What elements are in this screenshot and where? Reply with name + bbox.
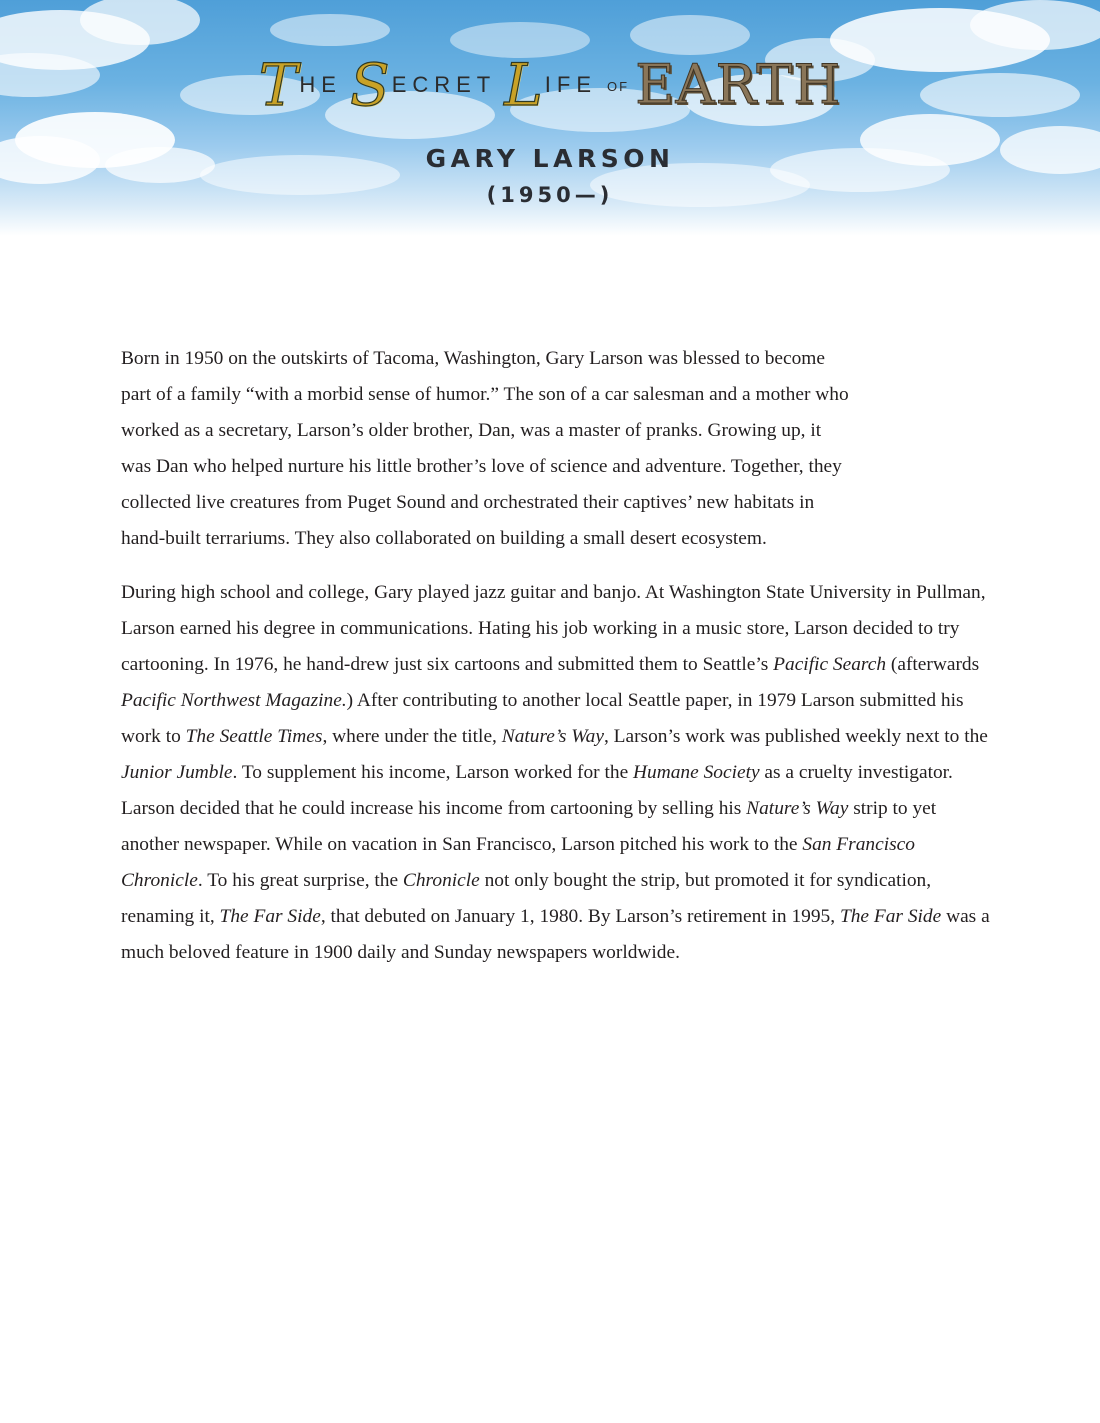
page-title: GARY LARSON <box>425 144 675 173</box>
logo-rest-he: HE <box>299 72 342 97</box>
text-run: (afterwards <box>886 654 980 675</box>
logo-cap-l: L <box>504 51 543 119</box>
publication-title: Pacific Northwest Magazine. <box>121 690 347 711</box>
biography-text <box>121 341 991 989</box>
strip-title: The Far Side <box>839 906 942 927</box>
text-run: as a cruelty investigator. Larson decided that he could increase his income from cartooning by selling his <box>121 762 953 819</box>
text-run: During high school and college, Gary played jazz guitar and banjo. At Washington State University in Pullman, Larson earned his degree in communications. Hating his job working in a music store, Larson decided to try cartooning. In 1976, he hand-drew just six cartoons and submitted them to Seattle’s <box>121 582 986 675</box>
text-run: , Larson’s work was published weekly next to the <box>603 726 988 747</box>
text-line: was Dan who helped nurture his little brother’s love of science and adventure. Together, they <box>121 456 842 477</box>
text-line: part of a family “with a morbid sense of humor.” The son of a car salesman and a mother who <box>121 384 849 405</box>
strip-title: Nature’s Way <box>501 726 604 747</box>
logo-word-earth: EARTH <box>635 53 842 116</box>
text-run: , where under the title, <box>322 726 502 747</box>
text-line: Born in 1950 on the outskirts of Tacoma, Washington, Gary Larson was blessed to become <box>121 348 825 369</box>
publication-title: San Francisco Chronicle <box>121 834 915 891</box>
text-line: collected live creatures from Puget Sound and orchestrated their captives’ new habitats in <box>121 492 815 513</box>
logo-rest-ecret: ECRET <box>391 72 497 97</box>
text-run: was a much beloved feature in 1900 daily and Sunday newspapers worldwide. <box>121 906 990 963</box>
text-run: not only bought the strip, but promoted it for syndication, renaming it, <box>121 870 932 927</box>
publication-title: Pacific Search <box>773 654 887 675</box>
publication-title: The Seattle Times <box>185 726 323 747</box>
strip-title: The Far Side <box>219 906 321 927</box>
logo-word-life <box>504 51 605 119</box>
text-run: . To his great surprise, the <box>197 870 403 891</box>
logo-cap-s: S <box>349 51 390 119</box>
text-run: strip to yet another newspaper. While on vacation in San Francisco, Larson pitched his work to the <box>121 798 937 855</box>
paragraph-career <box>121 575 991 971</box>
text-run: . To supplement his income, Larson worked for the <box>232 762 634 783</box>
logo-rest-ife: IFE <box>544 72 597 97</box>
organization-name: Humane Society <box>633 762 760 783</box>
text-line: hand-built terrariums. They also collaborated on building a small desert ecosystem. <box>121 528 767 549</box>
text-line: worked as a secretary, Larson’s older brother, Dan, was a master of pranks. Growing up, it <box>121 420 822 441</box>
secret-life-of-earth-logo <box>0 46 1100 119</box>
logo-word-secret <box>349 51 504 119</box>
sky-header-banner <box>0 0 1100 236</box>
logo-cap-t: T <box>258 51 298 119</box>
paragraph-early-life <box>121 341 991 557</box>
logo-word-the <box>258 51 350 119</box>
text-run: , that debuted on January 1, 1980. By Larson’s retirement in 1995, <box>320 906 840 927</box>
publication-title: Chronicle <box>402 870 480 891</box>
text-run: ) After contributing to another local Seattle paper, in 1979 Larson submitted his work to <box>121 690 964 747</box>
life-dates: (1950—) <box>486 183 614 207</box>
strip-title: Nature’s Way <box>746 798 849 819</box>
logo-word-of: OF <box>607 79 630 94</box>
publication-title: Junior Jumble <box>121 762 233 783</box>
